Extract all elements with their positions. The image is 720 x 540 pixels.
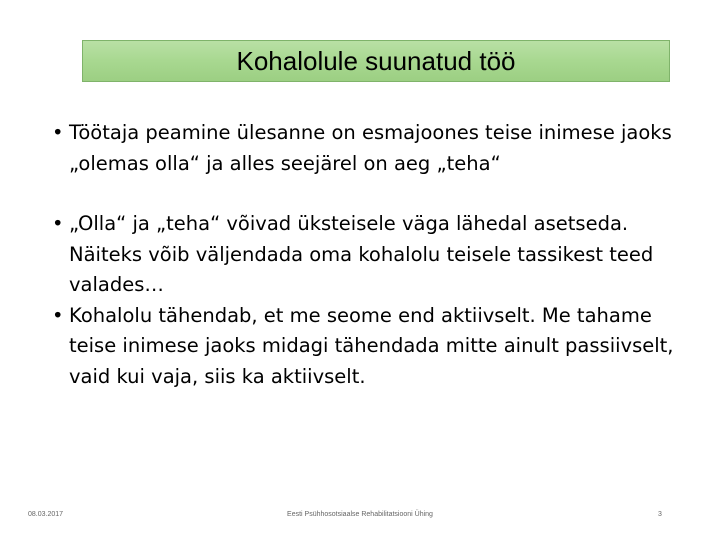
footer-organization: Eesti Psühhosotsiaalse Rehabilitatsiooni Ühing [287,511,433,518]
bullet-list [52,118,682,392]
bullet-dot: • [52,212,64,235]
slide-title: Kohalolule suunatud töö [236,45,516,76]
bullet-item [52,301,682,393]
bullet-dot: • [52,303,64,327]
bullet-item [52,118,682,179]
bullet-dot: • [52,121,64,144]
footer-date: 08.03.2017 [28,511,64,518]
bullet-text: Kohalolu tähendab, et me seome end aktiivselt. Me tahame teise inimese jaoks midagi tähendada mitte ainult passiivselt, vaid kui vaja, siis ka aktiivselt. [69,303,674,388]
bullet-text: Töötaja peamine ülesanne on esmajoones teise inimese jaoks „olemas olla“ ja alles seejärel on aeg „teha“ [69,121,672,175]
slide-title-box [82,40,670,82]
footer-page-number: 3 [658,511,662,518]
bullet-text: „Olla“ ja „teha“ võivad üksteisele väga lähedal asetseda. Näiteks võib väljendada oma kohalolu teisele tassikest teed valades… [69,212,654,296]
bullet-item [52,209,682,301]
